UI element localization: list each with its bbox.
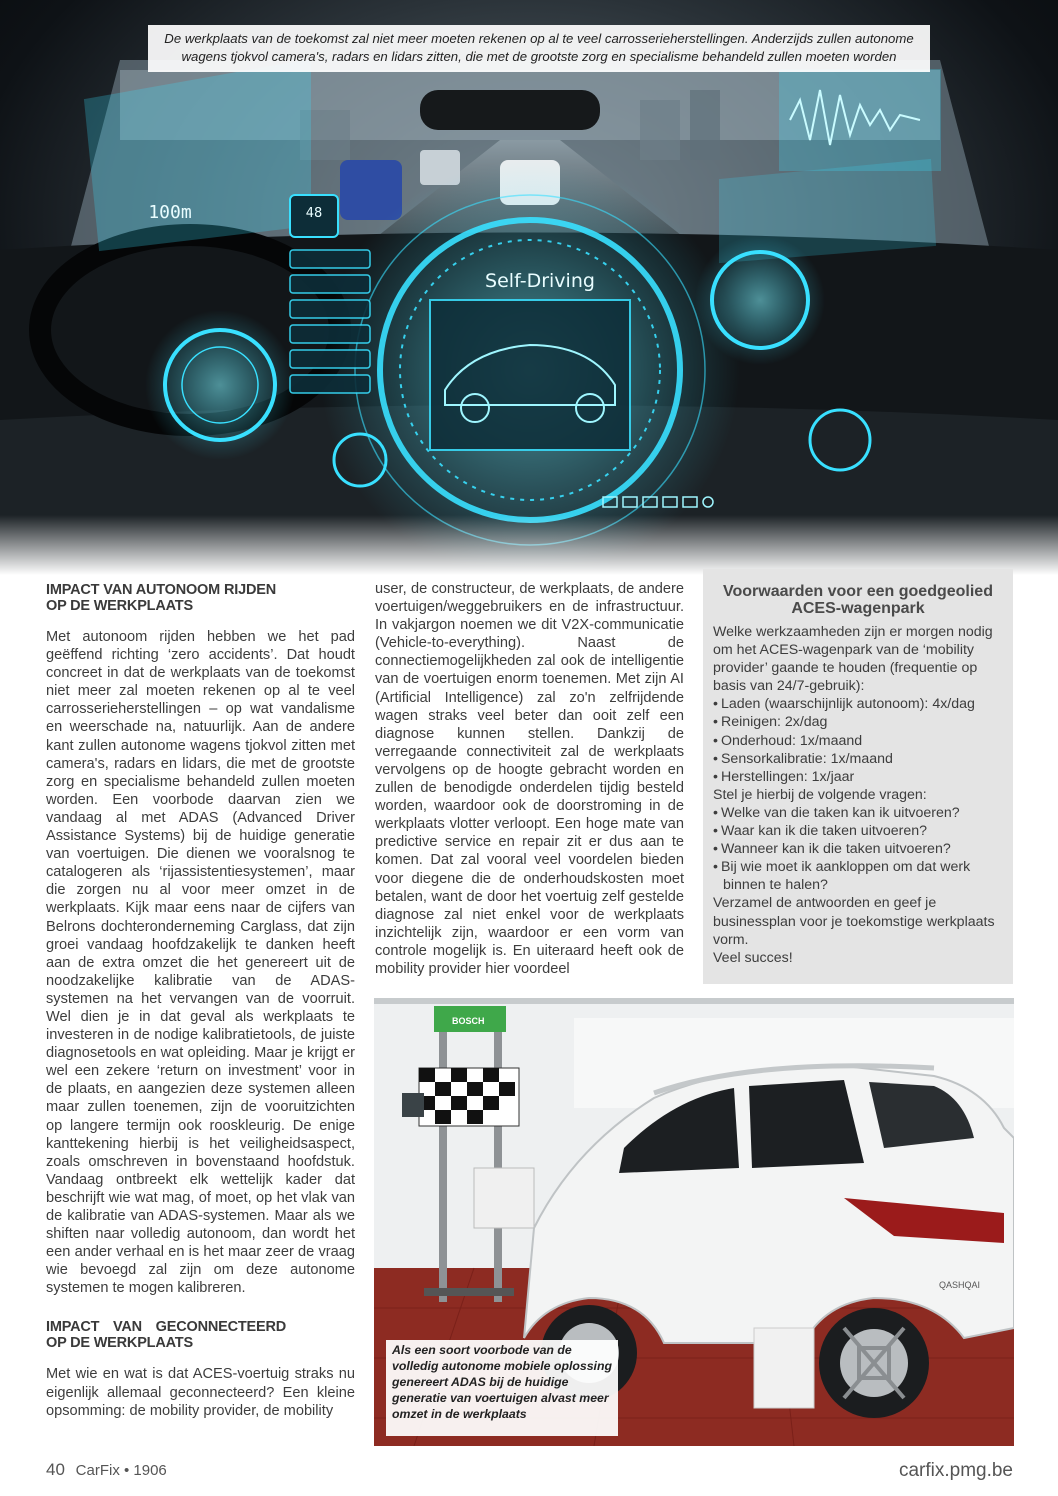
footer-left [46,1460,167,1480]
website-link[interactable]: carfix.pmg.be [898,1460,1013,1481]
sidebar-outro: Verzamel de antwoorden en geef je businessplan voor je toekomstige werkplaats vorm. [713,895,995,948]
sidebar-intro: Welke werkzaamheden zijn er morgen nodig om het ACES-wagenpark van de ‘mobility provider’ gaande te houden (frequentie op basis van 24/7-gebruik): [713,624,993,695]
photo-caption: Als een soort voorbode van de volledig autonome mobiele oplossing genereert ADAS bij de huidige generatie van voertuigen alvast meer omzet in de werkplaats [386,1340,618,1436]
column-2 [375,580,684,978]
task-list [713,695,1003,785]
list-item: • Sensorkalibratie: 1x/maand [713,750,1003,768]
rig-brand: BOSCH [452,1016,485,1026]
sidebar-box [703,569,1013,984]
list-item: • Wanneer kan ik die taken uitvoeren? [713,840,1003,858]
list-item: • Welke van die taken kan ik uitvoeren? [713,804,1003,822]
hero-image [0,0,1058,575]
list-item: • Reinigen: 2x/dag [713,713,1003,731]
list-item: • Herstellingen: 1x/jaar [713,768,1003,786]
hud-distance: 100m [148,202,192,223]
list-item: • Waar kan ik die taken uitvoeren? [713,822,1003,840]
car-badge: QASHQAI [939,1280,981,1290]
magazine-name: CarFix • 1906 [75,1462,167,1479]
paragraph-connected-continued: user, de constructeur, de werkplaats, de andere voertuigen/weggebruikers en de infrastructuur. In vakjargon noemen we dit V2X-communicatie (Vehicle-to-everything). Naast de connectiemogelijkheden zal ook de intelligentie van de voertuigen enorm toenemen. Met zijn AI (Artificial Intelligence) zal zo'n zelfrijdende wagen straks veel beter dan ooit zelf een diagnose kunnen stellen. Dankzij de verregaande connectiviteit zal de werkplaats vervolgens op de hoogte gebracht worden en zullen de benodigde onderdelen tijdig besteld worden, waardoor ook de doorstroming in de werkplaats vlotter verloopt. Een hoge mate van predictive service en repair zit er dus aan te komen. Dat zal vooral veel voordelen bieden voor diegene die de onderhoudskosten moet betalen, want de door het voertuig zelf gestelde diagnose zal niet enkel voor de werkplaats inzichtelijk zijn, waardoor er een vorm van controle mogelijk is. En uiteraard heeft ook de mobility provider hier voordeel [375,581,684,977]
sidebar-closing: Veel succes! [713,949,793,966]
column-1 [46,580,355,1420]
hero-caption: De werkplaats van de toekomst zal niet meer moeten rekenen op al te veel carrosserieherstellingen. Anderzijds zullen autonome wagens tjokvol camera's, radars en lidars zitten, die met de grootste zorg en specialisme behandeld zullen moeten worden [148,25,930,72]
self-driving-hud-illustration [0,0,1058,575]
paragraph-autonomous: Met autonoom rijden hebben we het pad geëffend richting ‘zero accidents’. Dat houdt concreet in dat de werkplaats van de toekomst niet meer zal moeten rekenen op al te veel carrosserieherstellingen – op wat vandalisme en weerschade na, natuurlijk. Aan de andere kant zullen autonome wagens tjokvol zitten met camera's, radars en lidars, die met de grootste zorg en specialisme behandeld zullen moeten worden. Een voorbode daarvan zien we vandaag al met ADAS (Advanced Driver Assistance Systems) bij de huidige generatie van voertuigen. Die dienen we vooralsnog te catalogeren als ‘rijassistentiesystemen’, maar die zorgen nu al voor meer omzet in de werkplaats. Kijk maar eens naar de cijfers van Belrons dochteronderneming Carglass, dat zijn groei vandaag hoofdzakelijk te danken heeft aan de extra omzet die het genereert uit de noodzakelijke kalibratie van de ADAS-systemen na het vervangen van de voorruit. Wel dien je in dat geval als werkplaats te investeren in de nodige kalibratietools, de juiste diagnosetools en wat opleiding. Maar je krijgt er wel een zekere ‘return on investment’ voor in de plaats, en aangezien deze systemen alleen maar zullen toenemen, zijn de vooruitzichten op langere termijn ook rooskleurig. De enige kanttekening hierbij is het veiligheidsaspect, zoals omschreven in bovenstaand hoofdstuk. Vandaag ontbreekt elk wettelijk kader dat beschrijft wie wat mag, of moet, op het vlak van de kalibratie van ADAS-systemen. Maar als we shiften naar volledig autonoom, dan wordt het een ander verhaal en is het maar zeer de vraag wie bevoegd zal zijn om deze autonome systemen te mogen kalibreren. [46,629,355,1297]
questions-intro: Stel je hierbij de volgende vragen: [713,786,927,803]
hud-speed: 48 [305,206,323,221]
heading-autonomous: IMPACT VAN AUTONOOM RIJDEN OP DE WERKPLAATS [46,582,276,614]
hud-label: Self-Driving [485,270,595,292]
list-item: • Bij wie moet ik aankloppen om dat werk binnen te halen? [713,858,1003,894]
list-item: • Onderhoud: 1x/maand [713,732,1003,750]
list-item: • Laden (waarschijnlijk autonoom): 4x/dag [713,695,1003,713]
heading-connected: IMPACT VAN GECONNECTEERD OP DE WERKPLAATS [46,1319,286,1352]
sidebar-title: Voorwaarden voor een goedgeolied ACES-wagenpark [723,583,993,617]
question-list [713,804,1003,894]
hero-fade [0,515,1058,575]
page-number: 40 [46,1460,65,1479]
paragraph-connected: Met wie en wat is dat ACES-voertuig straks nu eigenlijk allemaal geconnecteerd? Een kleine opsomming: de mobility provider, de mobility [46,1366,355,1419]
